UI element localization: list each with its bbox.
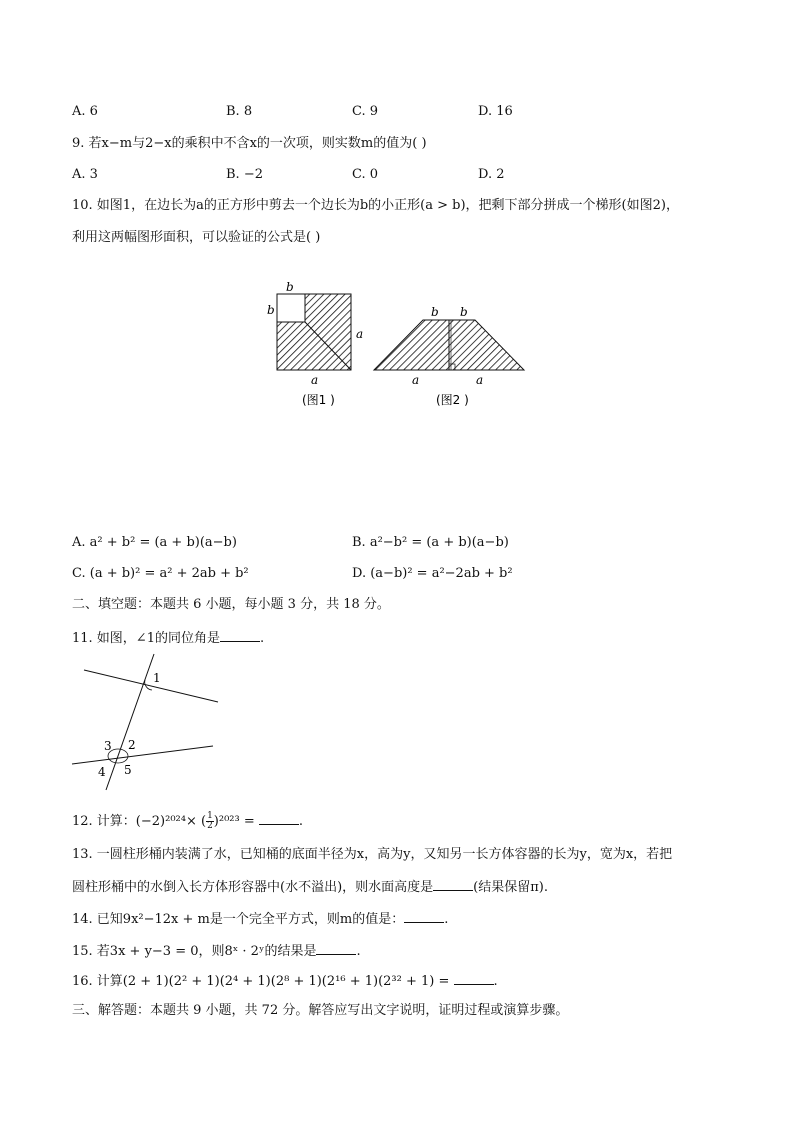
fig1-label-a-bottom: a [311,373,319,387]
q12-fraction-denominator: 2 [207,821,213,831]
q11-figure [0,650,794,790]
q11-angle-1-label: 1 [153,671,161,685]
q8-option-c: C. 9 [352,104,379,119]
q16-suffix: . [493,974,498,989]
q12-suffix: . [298,814,304,829]
q13-line2-prefix: 圆柱形桶中的水倒入长方体形容器中(水不溢出)，则水面高度是 [72,880,434,895]
q9-option-d: D. 2 [478,167,505,182]
q13-line2 [72,876,548,898]
fig2-label-a-left: a [412,373,420,387]
fig1-label-a-right: a [356,327,364,341]
q10-figures [0,278,794,418]
fig1-caption: (图1 ) [302,393,335,407]
q11-angle-3-label: 3 [104,739,112,753]
q12-fraction [206,812,214,831]
section-3-heading: 三、解答题：本题共 9 小题，共 72 分。解答应写出文字说明，证明过程或演算步骤。 [72,1003,569,1018]
section-2-heading: 二、填空题：本题共 6 小题，每小题 3 分，共 18 分。 [72,597,390,612]
q8-option-a: A. 6 [72,104,98,119]
q12-answer-blank [259,810,299,825]
q8-option-d: D. 16 [478,104,513,119]
q9-option-c: C. 0 [352,167,379,182]
q12-prefix: 12. 计算：(−2)²⁰²⁴× ( [72,814,207,829]
q15-prefix: 15. 若3x + y−3 = 0，则8ˣ · 2ʸ的结果是 [72,944,317,959]
q9-stem: 9. 若x−m与2−x的乘积中不含x的一次项，则实数m的值为( ) [72,136,427,151]
q13-line1: 13. 一圆柱形桶内装满了水，已知桶的底面半径为x，高为y，又知另一长方体容器的长为y，宽为x，若把 [72,847,673,862]
q14-suffix: . [444,912,449,927]
q8-option-b: B. 8 [226,104,253,119]
q11-angle-5-label: 5 [124,763,132,777]
fig2-label-b-left: b [431,305,439,319]
q11-suffix: . [259,631,265,646]
fig2-label-a-right: a [476,373,484,387]
q11-stem [72,627,264,649]
figure-2-trapezoid [374,320,524,370]
figure-1-square [277,294,351,370]
q13-line2-suffix: (结果保留π). [473,880,548,895]
q14-prefix: 14. 已知9x²−12x + m是一个完全平方式，则m的值是： [72,912,405,927]
q14-stem [72,908,448,930]
q10-option-a: A. a² + b² = (a + b)(a−b) [72,535,237,550]
fig1-label-b-top: b [286,280,294,294]
q12-fraction-numerator: 1 [207,811,213,821]
q10-stem-line1: 10. 如图1，在边长为a的正方形中剪去一个边长为b的小正形(a > b)，把剩下部分拼成一个梯形(如图2)， [72,198,679,213]
q13-answer-blank [433,876,473,891]
q11-answer-blank [220,627,260,642]
q15-stem [72,940,361,962]
fig2-label-b-right: b [460,305,468,319]
q16-answer-blank [454,970,494,985]
q10-option-d: D. (a−b)² = a²−2ab + b² [352,566,513,581]
q9-option-a: A. 3 [72,167,98,182]
q11-angle-2-label: 2 [128,738,136,752]
q12-stem [72,810,303,832]
q16-stem [72,970,498,992]
q12-mid: )²⁰²³ = [213,814,255,829]
q15-suffix: . [356,944,361,959]
q9-option-b: B. −2 [226,167,263,182]
q10-option-c: C. (a + b)² = a² + 2ab + b² [72,566,249,581]
fig2-caption: (图2 ) [436,393,469,407]
q10-option-b: B. a²−b² = (a + b)(a−b) [352,535,509,550]
q10-stem-line2: 利用这两幅图形面积，可以验证的公式是( ) [72,230,321,245]
q11-angle-4-label: 4 [98,765,106,779]
q16-prefix: 16. 计算(2 + 1)(2² + 1)(2⁴ + 1)(2⁸ + 1)(2¹⁶ + 1)(2³² + 1) = [72,974,450,989]
fig1-label-b-left: b [267,303,275,317]
q11-prefix: 11. 如图，∠1的同位角是 [72,631,220,646]
q15-answer-blank [316,940,356,955]
q14-answer-blank [404,908,444,923]
